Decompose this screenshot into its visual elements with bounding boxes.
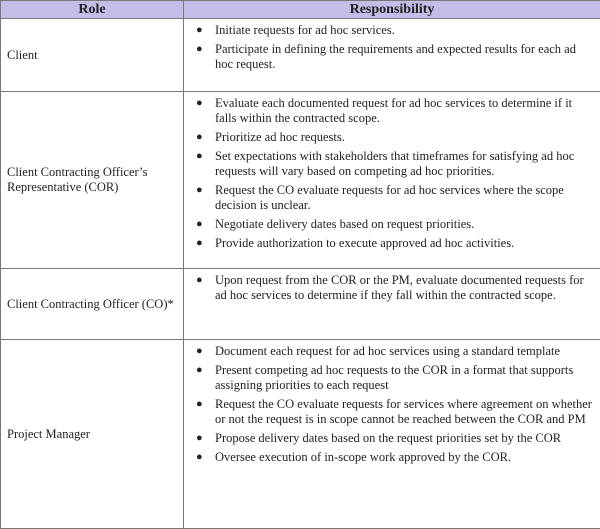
role-cell: Client Contracting Officer’s Representative (COR) bbox=[1, 92, 184, 269]
list-item bbox=[184, 363, 594, 393]
bullet-icon: ● bbox=[196, 451, 203, 463]
bullet-icon: ● bbox=[196, 24, 203, 36]
bullet-icon: ● bbox=[196, 218, 203, 230]
bullet-icon: ● bbox=[196, 364, 203, 376]
role-column-header: Role bbox=[1, 1, 184, 19]
list-item-text: Provide authorization to execute approved ad hoc activities. bbox=[215, 236, 515, 250]
list-item-text: Request the CO evaluate requests for ad hoc services where the scope decision is unclear. bbox=[215, 183, 564, 212]
bullet-icon: ● bbox=[196, 97, 203, 109]
list-item bbox=[184, 450, 594, 465]
bullet-icon: ● bbox=[196, 432, 203, 444]
responsibility-list bbox=[184, 19, 600, 78]
responsibility-column-header: Responsibility bbox=[184, 1, 600, 19]
list-item-text: Negotiate delivery dates based on request priorities. bbox=[215, 217, 475, 231]
list-item-text: Prioritize ad hoc requests. bbox=[215, 130, 345, 144]
responsibility-cell bbox=[184, 340, 600, 529]
table-row bbox=[1, 340, 600, 529]
role-cell: Project Manager bbox=[1, 340, 184, 529]
table-row bbox=[1, 269, 600, 340]
list-item-text: Evaluate each documented request for ad hoc services to determine if it falls within the contracted scope. bbox=[215, 96, 573, 125]
list-item bbox=[184, 42, 594, 72]
header-row bbox=[1, 1, 600, 19]
role-cell: Client bbox=[1, 19, 184, 92]
list-item-text: Present competing ad hoc requests to the COR in a format that supports assigning priorities to each request bbox=[215, 363, 574, 392]
responsibility-cell bbox=[184, 92, 600, 269]
list-item-text: Set expectations with stakeholders that timeframes for satisfying ad hoc requests will vary based on competing ad hoc priorities. bbox=[215, 149, 575, 178]
list-item bbox=[184, 273, 594, 303]
list-item-text: Document each request for ad hoc services using a standard template bbox=[215, 344, 561, 358]
responsibility-list bbox=[184, 269, 600, 309]
responsibility-cell bbox=[184, 269, 600, 340]
bullet-icon: ● bbox=[196, 274, 203, 286]
list-item bbox=[184, 149, 594, 179]
bullet-icon: ● bbox=[196, 131, 203, 143]
list-item-text: Participate in defining the requirements and expected results for each ad hoc request. bbox=[215, 42, 576, 71]
list-item bbox=[184, 130, 594, 145]
responsibility-list bbox=[184, 92, 600, 257]
list-item bbox=[184, 397, 594, 427]
list-item-text: Propose delivery dates based on the request priorities set by the COR bbox=[215, 431, 562, 445]
list-item bbox=[184, 96, 594, 126]
bullet-icon: ● bbox=[196, 43, 203, 55]
list-item-text: Upon request from the COR or the PM, evaluate documented requests for ad hoc services to determine if they fall within the contracted scope. bbox=[215, 273, 584, 302]
responsibility-cell bbox=[184, 19, 600, 92]
list-item bbox=[184, 431, 594, 446]
list-item bbox=[184, 236, 594, 251]
bullet-icon: ● bbox=[196, 237, 203, 249]
list-item-text: Oversee execution of in-scope work approved by the COR. bbox=[215, 450, 512, 464]
role-cell: Client Contracting Officer (CO)* bbox=[1, 269, 184, 340]
responsibility-list bbox=[184, 340, 600, 471]
list-item-text: Request the CO evaluate requests for services where agreement on whether or not the request is in scope cannot be reached between the COR and PM bbox=[215, 397, 592, 426]
list-item bbox=[184, 183, 594, 213]
bullet-icon: ● bbox=[196, 184, 203, 196]
bullet-icon: ● bbox=[196, 398, 203, 410]
table-row bbox=[1, 19, 600, 92]
bullet-icon: ● bbox=[196, 345, 203, 357]
list-item-text: Initiate requests for ad hoc services. bbox=[215, 23, 395, 37]
list-item bbox=[184, 217, 594, 232]
list-item bbox=[184, 23, 594, 38]
list-item bbox=[184, 344, 594, 359]
bullet-icon: ● bbox=[196, 150, 203, 162]
table-row bbox=[1, 92, 600, 269]
